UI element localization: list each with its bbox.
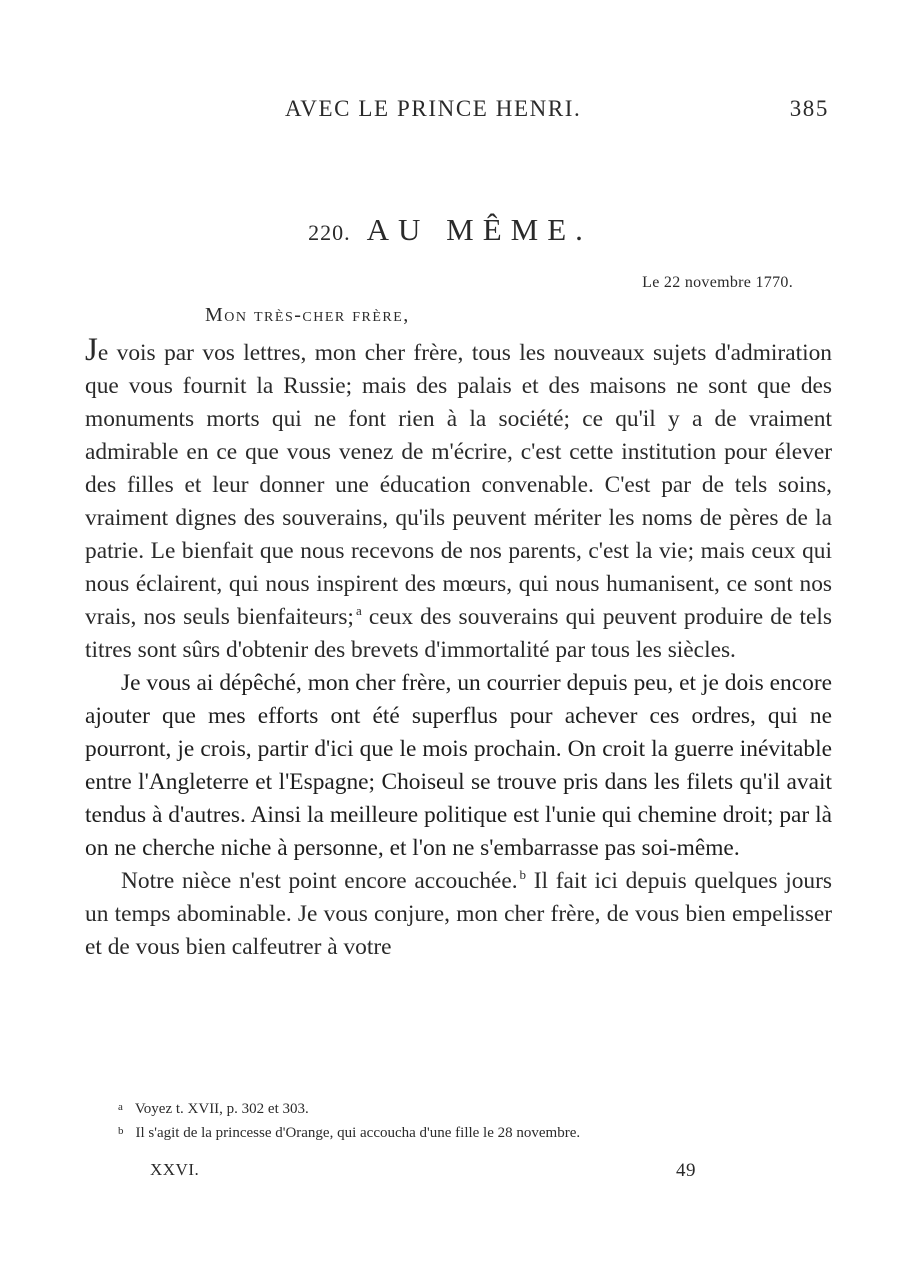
paragraph-1-text: e vois par vos lettres, mon cher frère, tous les nouveaux sujets d'admiration que vous fournit la Russie; mais des palais et des maisons ne sont que des monuments morts qui ne font rien à la société; ce qu'il y a de vraiment admirable en ce que vous venez de m'écrire, c'est cette institution pour élever des filles et leur donner une éducation convenable. C'est par de tels soins, vraiment dignes des souverains, qu'ils peuvent mériter les noms de pères de la patrie. Le bienfait que nous recevons de nos parents, c'est la vie; mais ceux qui nous éclairent, qui nous inspirent des mœurs, qui nous humanisent, ce sont nos vrais, nos seuls bienfaiteurs; [85,340,832,630]
letter-body [85,332,832,964]
salutation: Mon très-cher frère, [205,304,410,326]
footnote-mark: a [118,1101,123,1113]
page-number: 385 [789,96,829,121]
letter-title: AU MÊME. [366,212,592,247]
paragraph-3 [85,865,832,964]
letter-number: 220. [308,220,351,245]
paragraph-1 [85,332,832,667]
drop-cap: J [85,332,98,368]
footnote-text: Il s'agit de la princesse d'Orange, qui accoucha d'une fille le 28 novembre. [135,1125,581,1141]
footnote-a [118,1096,818,1120]
paragraph-3-text: Notre nièce n'est point encore accouchée. [121,868,518,894]
letter-heading [0,212,900,248]
letter-date: Le 22 novembre 1770. [642,274,793,291]
paragraph-1-text-cont: ceux des souverains qui peuvent produire de tels titres sont sûrs d'obtenir des brevets d'immortalité par tous les siècles. [85,604,832,663]
paragraph-2: Je vous ai dépêché, mon cher frère, un courrier depuis peu, et je dois encore ajouter que mes efforts ont été superflus pour achever ces ordres, qui ne pourront, je crois, partir d'ici que le mois prochain. On croit la guerre inévitable entre l'Angleterre et l'Espagne; Choiseul se trouve pris dans les filets qu'il avait tendus à d'autres. Ainsi la meilleure politique est l'unie qui chemine droit; par là on ne cherche niche à personne, et l'on ne s'embarrasse pas soi-même. [85,670,832,861]
volume-signature: XXVI. [150,1160,200,1179]
footnote-ref-a: a [355,603,362,618]
footnote-text: Voyez t. XVII, p. 302 et 303. [134,1101,309,1117]
sheet-signature: 49 [676,1160,696,1181]
footnote-ref-b: b [519,867,527,882]
footnotes [118,1096,818,1144]
paragraph-3-text-cont: Il fait ici depuis quelques jours un temps abominable. Je vous conjure, mon cher frère, de vous bien empelisser et de vous bien calfeutrer à votre [85,868,832,960]
running-head-title: AVEC LE PRINCE HENRI. [285,96,582,121]
footnote-mark: b [118,1125,124,1137]
footnote-b [118,1120,818,1144]
running-head [0,96,900,130]
signature-line [0,1160,900,1188]
